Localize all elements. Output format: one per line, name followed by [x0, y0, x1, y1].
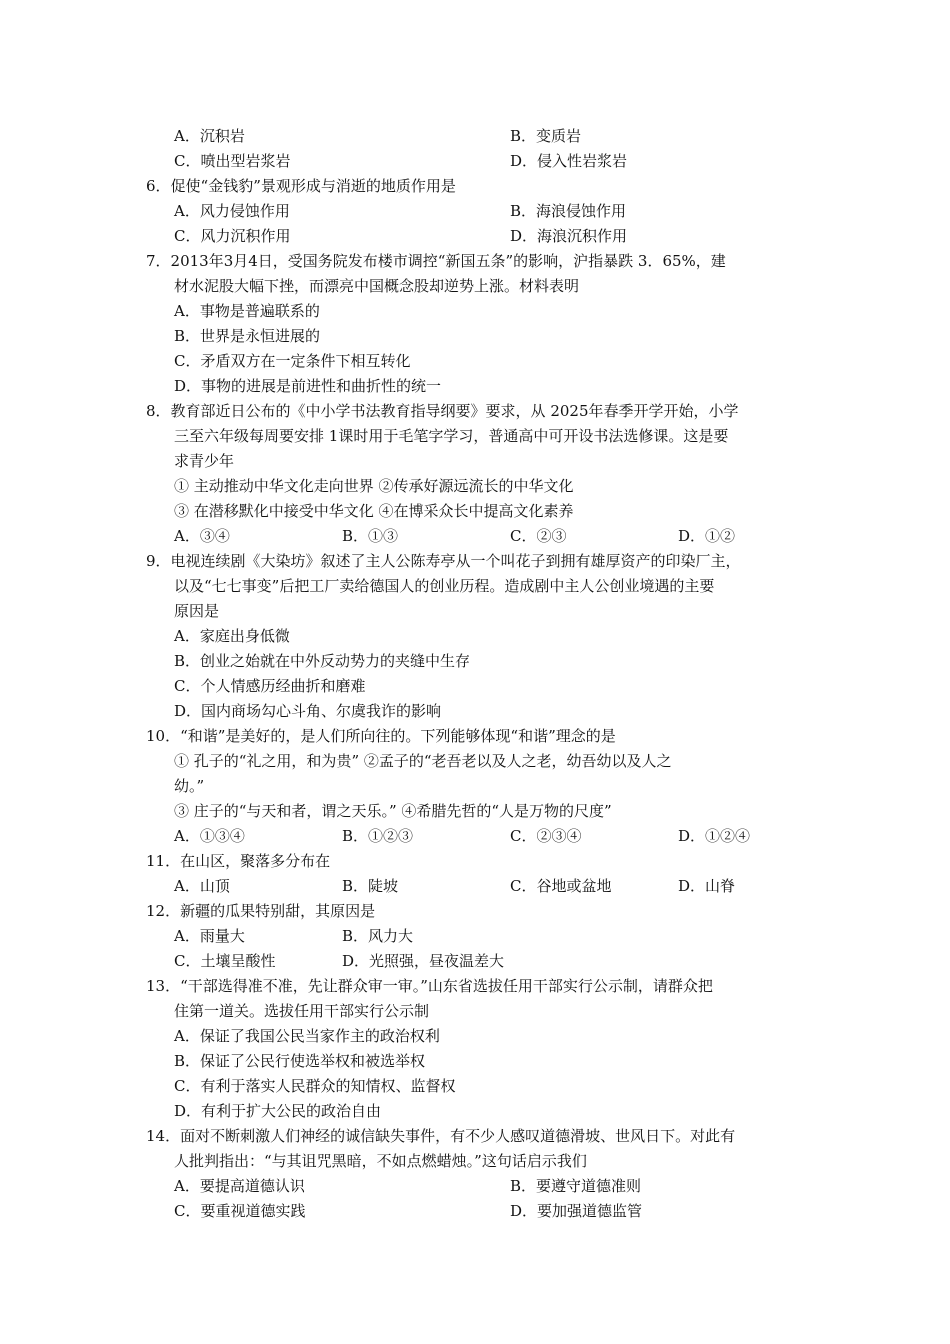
q8-option-b: B．①③: [342, 527, 399, 545]
q7-option-c: C．矛盾双方在一定条件下相互转化: [174, 352, 411, 370]
q8-stem-line1: 8．教育部近日公布的《中小学书法教育指导纲要》要求，从 2025年春季开学开始，小学: [146, 402, 739, 420]
q13-option-b: B．保证了公民行使选举权和被选举权: [174, 1052, 426, 1070]
q14-options-row2: [146, 1199, 816, 1224]
q11-stem: 11．在山区，聚落多分布在: [146, 852, 331, 870]
q7-option-a: A．事物是普遍联系的: [174, 302, 320, 320]
exam-page: [146, 124, 816, 1224]
q12-option-a: A．雨量大: [174, 927, 245, 945]
q9-stem-line2: 以及“七七事变”后把工厂卖给德国人的创业历程。造成剧中主人公创业境遇的主要: [174, 577, 715, 595]
q10-statements-1-cont: 幼。”: [174, 777, 205, 795]
q8-options-row: [146, 524, 816, 549]
q10-statements-2: ③ 庄子的“与天和者，谓之天乐。” ④希腊先哲的“人是万物的尺度”: [174, 802, 612, 820]
q6-option-a: A．风力侵蚀作用: [174, 202, 290, 220]
q10-options-row: [146, 824, 816, 849]
q13-stem-line2: 住第一道关。选拔任用干部实行公示制: [174, 1002, 430, 1020]
q7-option-d: D．事物的进展是前进性和曲折性的统一: [174, 377, 442, 395]
q13-option-a: A．保证了我国公民当家作主的政治权利: [174, 1027, 440, 1045]
q12-option-b: B．风力大: [342, 927, 414, 945]
q14-option-b: B．要遵守道德准则: [510, 1177, 642, 1195]
q6-options-row2: [146, 224, 816, 249]
q11-options-row: [146, 874, 816, 899]
q10-stem: 10．“和谐”是美好的，是人们所向往的。下列能够体现“和谐”理念的是: [146, 727, 616, 745]
q9-option-b: B．创业之始就在中外反动势力的夹缝中生存: [174, 652, 471, 670]
q10-option-c: C．②③④: [510, 827, 582, 845]
q14-stem-line2: 人批判指出：“与其诅咒黑暗，不如点燃蜡烛。”这句话启示我们: [174, 1152, 587, 1170]
q8-option-c: C．②③: [510, 527, 567, 545]
q6-option-c: C．风力沉积作用: [174, 227, 291, 245]
q9-stem-line1: 9．电视连续剧《大染坊》叙述了主人公陈寿亭从一个叫花子到拥有雄厚资产的印染厂主，: [146, 552, 741, 570]
q7-stem-line1: 7．2013年3月4日，受国务院发布楼市调控“新国五条”的影响，沪指暴跌 3．65%，建: [146, 252, 726, 270]
q14-option-c: C．要重视道德实践: [174, 1202, 306, 1220]
q8-option-d: D．①②: [678, 527, 736, 545]
q11-option-d: D．山脊: [678, 877, 736, 895]
q7-stem-line2: 材水泥股大幅下挫，而漂亮中国概念股却逆势上涨。材料表明: [174, 277, 580, 295]
q14-option-d: D．要加强道德监管: [510, 1202, 643, 1220]
q13-option-d: D．有利于扩大公民的政治自由: [174, 1102, 382, 1120]
q10-statements-1: ① 孔子的“礼之用，和为贵” ②孟子的“老吾老以及人之老，幼吾幼以及人之: [174, 752, 672, 770]
q10-option-b: B．①②③: [342, 827, 414, 845]
q14-options-row1: [146, 1174, 816, 1199]
q7-option-b: B．世界是永恒进展的: [174, 327, 321, 345]
q11-option-b: B．陡坡: [342, 877, 399, 895]
q13-stem-line1: 13．“干部选得准不准，先让群众审一审。”山东省选拔任用干部实行公示制，请群众把: [146, 977, 713, 995]
q8-option-a: A．③④: [174, 527, 230, 545]
q12-option-d: D．光照强，昼夜温差大: [342, 952, 505, 970]
q12-options-row2: [146, 949, 816, 974]
q11-option-c: C．谷地或盆地: [510, 877, 612, 895]
q11-option-a: A．山顶: [174, 877, 230, 895]
q14-option-a: A．要提高道德认识: [174, 1177, 305, 1195]
q9-option-d: D．国内商场勾心斗角、尔虞我诈的影响: [174, 702, 442, 720]
q13-option-c: C．有利于落实人民群众的知情权、监督权: [174, 1077, 456, 1095]
q6-option-b: B．海浪侵蚀作用: [510, 202, 627, 220]
q14-stem-line1: 14．面对不断刺激人们神经的诚信缺失事件，有不少人感叹道德滑坡、世风日下。对此有: [146, 1127, 736, 1145]
q5-option-d: D．侵入性岩浆岩: [510, 152, 628, 170]
q8-stem-line3: 求青少年: [174, 452, 235, 470]
q12-option-c: C．土壤呈酸性: [174, 952, 276, 970]
q5-option-c: C．喷出型岩浆岩: [174, 152, 291, 170]
q5-option-a: A．沉积岩: [174, 127, 245, 145]
q12-stem: 12．新疆的瓜果特别甜，其原因是: [146, 902, 376, 920]
q6-stem: 6．促使“金钱豹”景观形成与消逝的地质作用是: [146, 177, 456, 195]
q5-option-b: B．变质岩: [510, 127, 582, 145]
q10-option-d: D．①②④: [678, 827, 751, 845]
q9-option-c: C．个人情感历经曲折和磨难: [174, 677, 366, 695]
q9-option-a: A．家庭出身低微: [174, 627, 290, 645]
q8-statements-1: ① 主动推动中华文化走向世界 ②传承好源远流长的中华文化: [174, 477, 574, 495]
q8-statements-2: ③ 在潜移默化中接受中华文化 ④在博采众长中提高文化素养: [174, 502, 574, 520]
q10-option-a: A．①③④: [174, 827, 245, 845]
q6-option-d: D．海浪沉积作用: [510, 227, 628, 245]
q9-stem-line3: 原因是: [174, 602, 220, 620]
q5-options-row2: [146, 149, 816, 174]
q8-stem-line2: 三至六年级每周要安排 1课时用于毛笔字学习，普通高中可开设书法选修课。这是要: [174, 427, 729, 445]
q5-options-row1: [146, 124, 816, 149]
q12-options-row1: [146, 924, 816, 949]
q6-options-row1: [146, 199, 816, 224]
